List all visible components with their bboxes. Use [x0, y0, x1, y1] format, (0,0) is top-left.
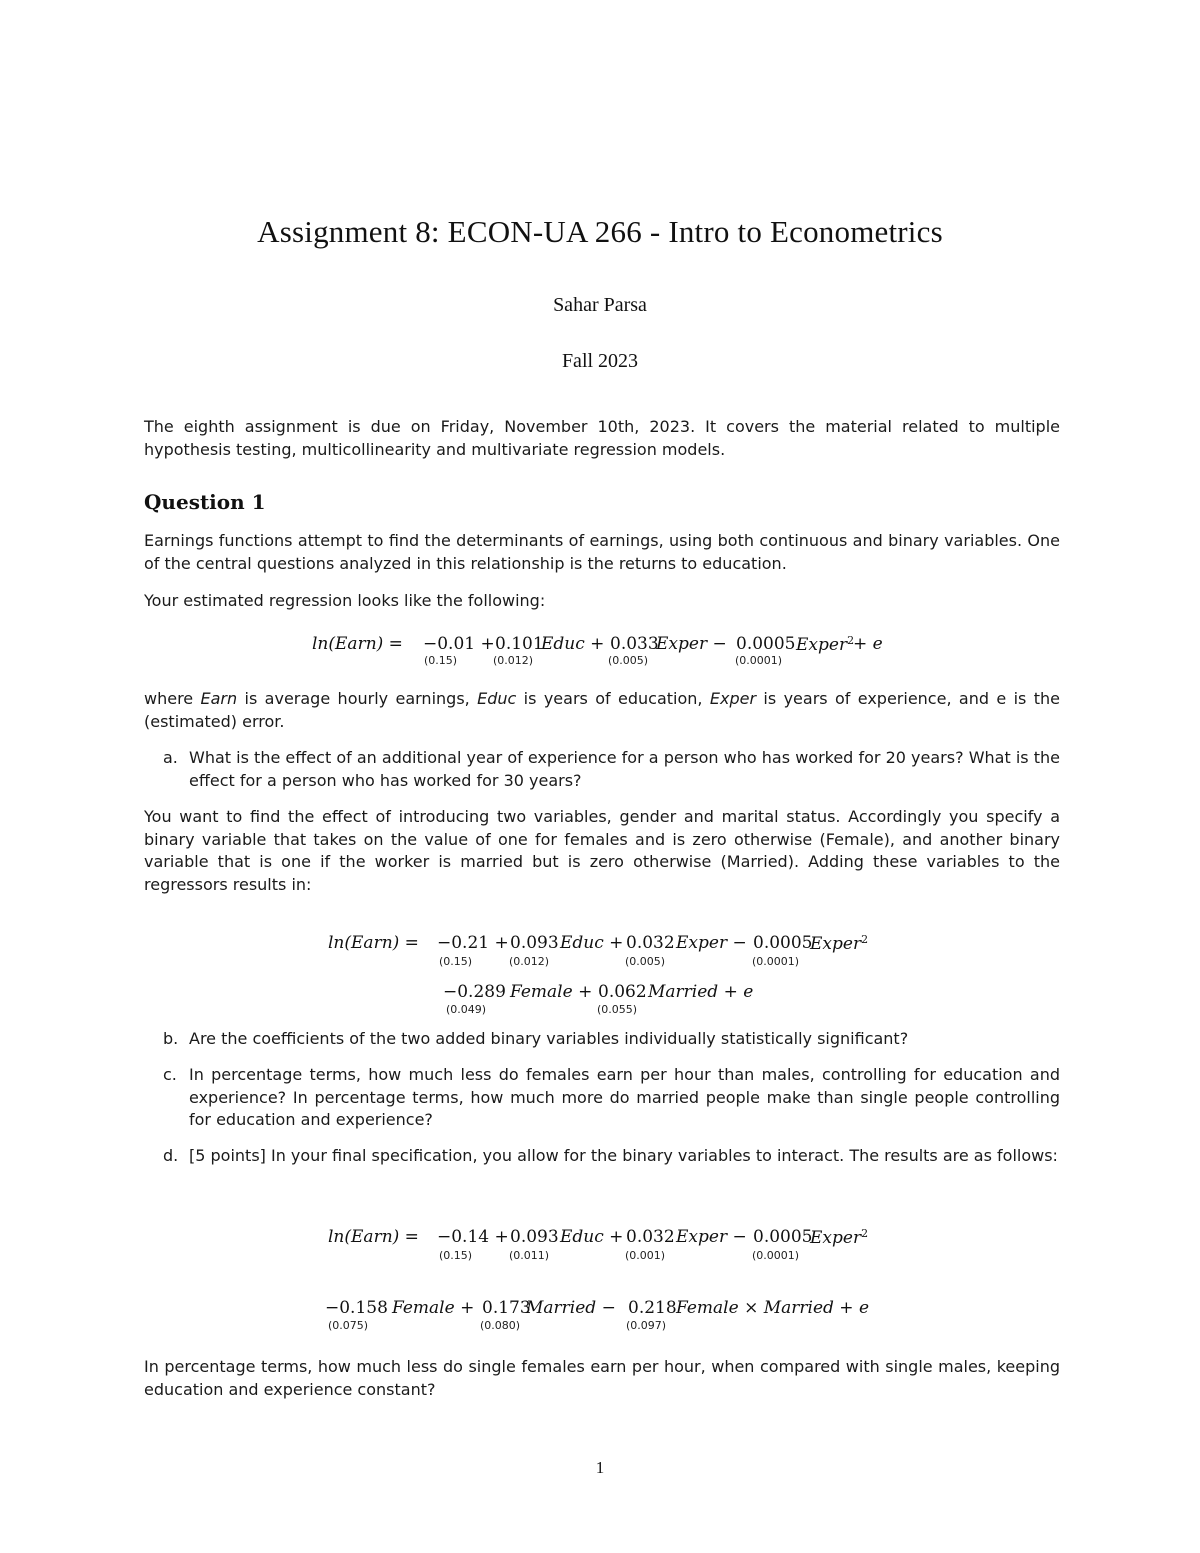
question-1-paragraph-4: You want to find the effect of introducing two variables, gender and marital status. Accordingly you specify a binary variable that takes on the value of one for females and is zero otherwise (Female), and another binary variable that is one if the worker is married but is zero otherwise (Married). Adding these variables to the regressors results in: [144, 807, 1060, 894]
eq3-se-married: (0.080) [480, 1319, 521, 1332]
eq2-female-coef: −0.289 [443, 982, 506, 1002]
eq2-exper2-var: Exper$^2$ [810, 933, 869, 954]
eq3-lhs: ln(Earn) = [328, 1227, 419, 1247]
eq1-exper-var: Exper − [656, 634, 727, 654]
eq1-se-exper: (0.005) [608, 654, 649, 667]
eq2-female-var: Female + [510, 982, 593, 1002]
eq2-educ-coef: 0.093 [510, 933, 559, 953]
eq1-educ-coef: 0.101 [495, 634, 544, 654]
eq3-se-educ: (0.011) [509, 1249, 550, 1262]
eq2-married-var: Married + e [648, 982, 754, 1002]
eq1-se-educ: (0.012) [493, 654, 534, 667]
question-1b [163, 1028, 1060, 1051]
eq3-female-var: Female + [392, 1298, 475, 1318]
eq3-intercept: −0.14 + [437, 1227, 509, 1247]
intro-paragraph: The eighth assignment is due on Friday, November 10th, 2023. It covers the material related to multiple hypothesis testing, multicollinearity and multivariate regression models. [144, 417, 1060, 459]
eq3-exper-coef: 0.032 [626, 1227, 675, 1247]
question-1a [163, 747, 1060, 792]
eq3-se-intercept: (0.15) [439, 1249, 473, 1262]
eq2-lhs: ln(Earn) = [328, 933, 419, 953]
eq3-educ-coef: 0.093 [510, 1227, 559, 1247]
term-date: Fall 2023 [561, 350, 639, 372]
eq3-interaction-coef: 0.218 [628, 1298, 677, 1318]
item-text: [5 points] In your final specification, you allow for the binary variables to interact. The results are as follows: [189, 1146, 1058, 1165]
eq2-exper2-coef: 0.0005 [753, 933, 813, 953]
question-1-paragraph-2: Your estimated regression looks like the following: [144, 591, 546, 610]
eq3-se-exper: (0.001) [625, 1249, 666, 1262]
eq3-exper2-coef: 0.0005 [753, 1227, 813, 1247]
item-label: b. [163, 1029, 179, 1048]
question-1c [163, 1064, 1060, 1132]
eq2-se-exper: (0.005) [625, 955, 666, 968]
eq2-exper-var: Exper − [676, 933, 747, 953]
eq1-intercept: −0.01 + [423, 634, 495, 654]
eq1-exper2-var: Exper$^2$ [796, 634, 855, 655]
eq2-se-exper2: (0.0001) [752, 955, 800, 968]
document-title: Assignment 8: ECON-UA 266 - Intro to Econometrics [257, 214, 943, 249]
eq3-se-interaction: (0.097) [626, 1319, 667, 1332]
item-label: c. [163, 1065, 177, 1084]
question-1-paragraph-1: Earnings functions attempt to find the determinants of earnings, using both continuous and binary variables. One of the central questions analyzed in this relationship is the returns to education. [144, 531, 1060, 573]
eq3-exper2-var: Exper$^2$ [810, 1227, 869, 1248]
eq1-exper-coef: 0.033 [610, 634, 659, 654]
eq3-married-var: Married − [526, 1298, 616, 1318]
item-label: d. [163, 1146, 179, 1165]
item-text: Are the coefficients of the two added binary variables individually statistically significant? [189, 1029, 909, 1048]
item-text: In percentage terms, how much less do females earn per hour than males, controlling for education and experience? In percentage terms, how much more do married people make than single people controlling for education and experience? [189, 1065, 1060, 1129]
eq2-se-married: (0.055) [597, 1003, 638, 1016]
question-1-paragraph-5: In percentage terms, how much less do single females earn per hour, when compared with single males, keeping education and experience constant? [144, 1357, 1060, 1399]
eq3-female-coef: −0.158 [325, 1298, 388, 1318]
eq2-exper-coef: 0.032 [626, 933, 675, 953]
item-label: a. [163, 748, 178, 767]
eq1-se-exper2: (0.0001) [735, 654, 783, 667]
question-1d [163, 1145, 1060, 1168]
eq1-error: + e [853, 634, 883, 654]
eq3-educ-var: Educ + [560, 1227, 624, 1247]
question-1-variable-definitions: where Earn is average hourly earnings, Educ is years of education, Exper is years of experience, and e is the (estimated) error. [144, 689, 1061, 731]
eq2-intercept: −0.21 + [437, 933, 509, 953]
eq2-se-educ: (0.012) [509, 955, 550, 968]
eq2-married-coef: 0.062 [598, 982, 647, 1002]
eq3-interaction-var: Female × Married + e [676, 1298, 870, 1318]
eq3-married-coef: 0.173 [482, 1298, 531, 1318]
eq1-educ-var: Educ + [541, 634, 605, 654]
item-text: What is the effect of an additional year of experience for a person who has worked for 20 years? What is the effect for a person who has worked for 30 years? [189, 748, 1060, 790]
eq3-exper-var: Exper − [676, 1227, 747, 1247]
eq1-exper2-coef: 0.0005 [736, 634, 796, 654]
page-number: 1 [595, 1458, 605, 1477]
eq3-se-female: (0.075) [328, 1319, 369, 1332]
eq2-se-intercept: (0.15) [439, 955, 473, 968]
eq3-se-exper2: (0.0001) [752, 1249, 800, 1262]
eq1-se-intercept: (0.15) [424, 654, 458, 667]
eq2-se-female: (0.049) [446, 1003, 487, 1016]
eq1-lhs: ln(Earn) = [312, 634, 403, 654]
eq2-educ-var: Educ + [560, 933, 624, 953]
author-name: Sahar Parsa [553, 294, 647, 316]
question-1-heading: Question 1 [144, 490, 266, 514]
